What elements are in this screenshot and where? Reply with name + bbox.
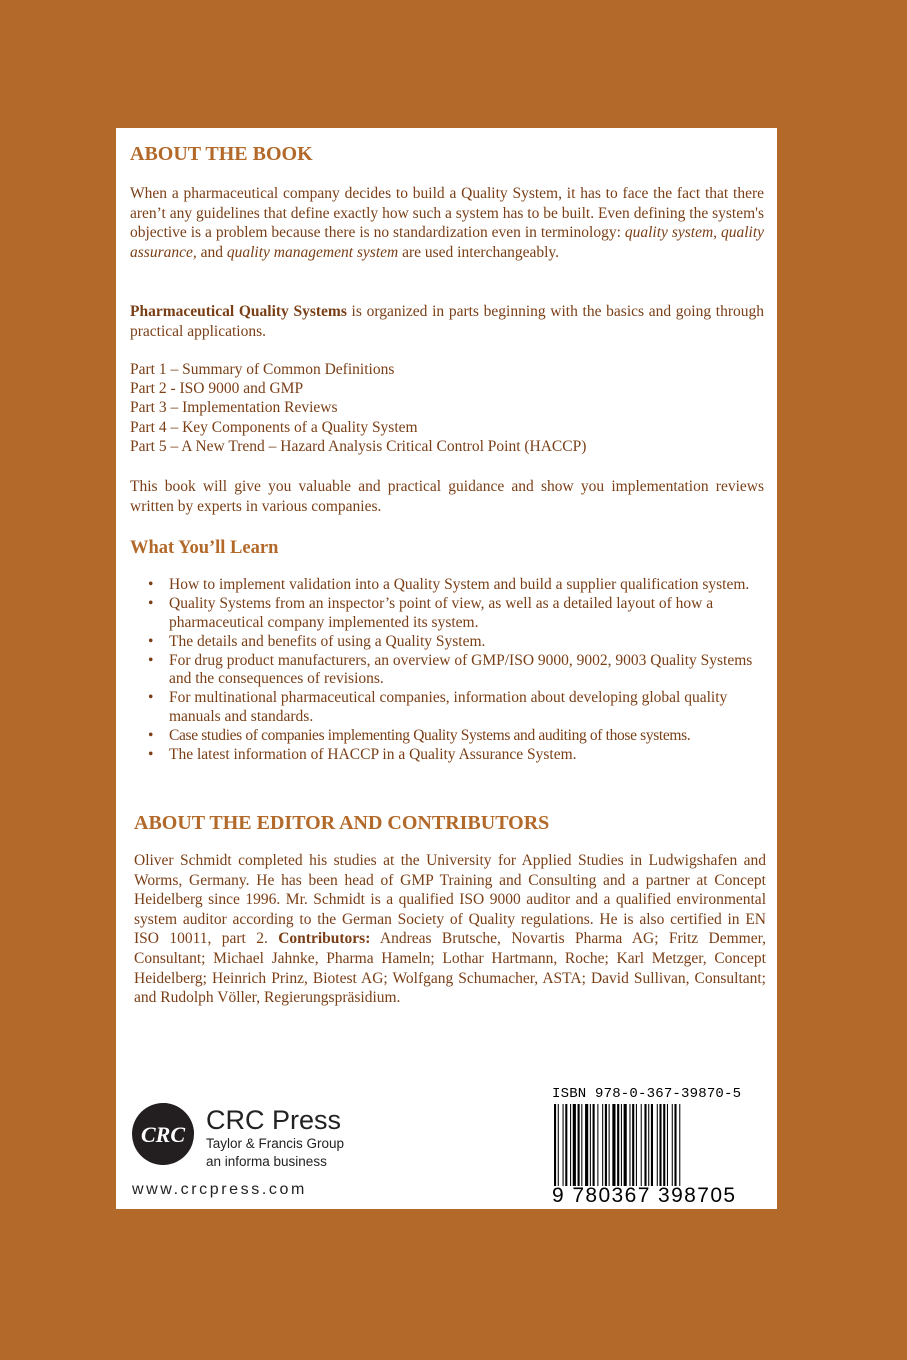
- learn-item: • For multinational pharmaceutical companies, information about developing global quality manuals and standards.: [148, 689, 766, 726]
- book-organization: [130, 302, 764, 341]
- crc-logo-icon: [130, 1101, 196, 1167]
- barcode-bar: [573, 1104, 576, 1186]
- barcode-bar: [648, 1104, 649, 1186]
- editor-heading: ABOUT THE EDITOR AND CONTRIBUTORS: [134, 812, 550, 834]
- barcode-bar: [667, 1104, 668, 1186]
- barcode-bar: [581, 1104, 582, 1186]
- part-item: Part 3 – Implementation Reviews: [130, 399, 338, 417]
- barcode-bar: [624, 1104, 627, 1186]
- part-item: Part 1 – Summary of Common Definitions: [130, 361, 395, 378]
- publisher-name: CRC Press: [206, 1105, 342, 1135]
- term-quality-system: quality system, quality assurance,: [130, 224, 765, 261]
- intro-end: are used interchangeably.: [398, 243, 560, 261]
- learn-item: • The details and benefits of using a Quality System.: [148, 633, 766, 652]
- logo-badge-text: CRC: [140, 1122, 186, 1147]
- barcode-bar: [563, 1104, 564, 1186]
- barcode-icon: [552, 1104, 766, 1186]
- contributors-text: Andreas Brutsche, Novartis Pharma AG; Fritz Demmer, Consultant; Michael Jahnke, Pharma Hameln; Lothar Hartmann, Roche; Karl Metzger, Concept Heidelberg; Heinrich Prinz, Biotest AG; Wolfgang Schumacher, ASTA; David Sullivan, Consultant; and Rudolph Völler, Regierungspräsidium.: [134, 930, 767, 1007]
- barcode-bar: [570, 1104, 571, 1186]
- learn-item: • How to implement validation into a Quality System and build a supplier qualification system.: [148, 576, 766, 595]
- barcode-bar: [612, 1104, 615, 1186]
- learn-list: [148, 576, 766, 765]
- barcode-bar: [585, 1104, 588, 1186]
- barcode-bar: [632, 1104, 634, 1186]
- barcode-bar: [674, 1104, 676, 1186]
- bio-text: Oliver Schmidt completed his studies at the University for Applied Studies in Ludwigshafen and Worms, Germany. He has been head of GMP Training and Consulting and a partner at Concept Heidelberg since 1996. Mr. Schmidt is a qualified ISO 9000 auditor and a qualified environmental system auditor according to the German Society of Quality regulations. He is also certified in EN ISO 10011, part 2.: [134, 852, 766, 948]
- barcode-bar: [558, 1104, 559, 1186]
- learn-heading: What You’ll Learn: [130, 538, 279, 558]
- parts-list: [130, 360, 586, 456]
- contributors-label: Contributors:: [278, 930, 371, 948]
- barcode-bar: [651, 1104, 653, 1186]
- barcode-bar: [621, 1104, 622, 1186]
- barcode-bar: [597, 1104, 598, 1186]
- publisher-tagline: an informa business: [206, 1154, 327, 1169]
- publisher-logo: [130, 1103, 390, 1169]
- barcode-bar: [565, 1104, 567, 1186]
- barcode-bar: [617, 1104, 619, 1186]
- about-book-intro: [130, 184, 764, 262]
- part-item: Part 5 – A New Trend – Hazard Analysis Critical Control Point (HACCP): [130, 437, 587, 455]
- barcode-bar: [659, 1104, 661, 1186]
- barcode-bar: [605, 1104, 607, 1186]
- learn-item: • The latest information of HACCP in a Quality Assurance System.: [148, 746, 766, 765]
- term-quality-management-system: quality management system: [226, 243, 399, 261]
- barcode-bar: [609, 1104, 610, 1186]
- barcode-bar: [590, 1104, 591, 1186]
- editor-bio: [134, 851, 766, 1008]
- barcode-bar: [672, 1104, 673, 1186]
- barcode-bar: [644, 1104, 646, 1186]
- part-item: Part 4 – Key Components of a Quality System: [130, 418, 418, 436]
- publisher-group: Taylor & Francis Group: [206, 1136, 345, 1151]
- barcode-bar: [679, 1104, 680, 1186]
- barcode-bar: [554, 1104, 556, 1186]
- barcode-bar: [578, 1104, 580, 1186]
- barcode-bar: [629, 1104, 630, 1186]
- about-book-heading: ABOUT THE BOOK: [130, 143, 313, 165]
- book-title: Pharmaceutical Quality Systems: [130, 303, 347, 320]
- isbn-barcode-block: [552, 1086, 766, 1208]
- guidance-text: This book will give you valuable and practical guidance and show you implementation reviews written by experts in various companies.: [130, 478, 764, 515]
- barcode-bar: [641, 1104, 642, 1186]
- part-item: Part 2 - ISO 9000 and GMP: [130, 380, 304, 398]
- learn-item: • For drug product manufacturers, an overview of GMP/ISO 9000, 9002, 9003 Quality Systems and the consequences of revisions.: [148, 652, 766, 689]
- barcode-bar: [663, 1104, 665, 1186]
- publisher-website[interactable]: www.crcpress.com: [132, 1181, 307, 1198]
- barcode-bar: [636, 1104, 637, 1186]
- barcode-bar: [657, 1104, 658, 1186]
- isbn-label: ISBN 978-0-367-39870-5: [552, 1086, 742, 1102]
- barcode-bar: [602, 1104, 603, 1186]
- intro-and: and: [196, 243, 227, 261]
- learn-item: • Quality Systems from an inspector’s point of view, as well as a detailed layout of how a pharmaceutical company implemented its system.: [148, 595, 766, 632]
- intro-text: When a pharmaceutical company decides to build a Quality System, it has to face the fact that there aren’t any guidelines that define exactly how such a system has to be built. Even defining the system's objective is a problem because there is no standardization even in terminology:: [130, 185, 764, 241]
- learn-item: • Case studies of companies implementing Quality Systems and auditing of those systems.: [148, 727, 766, 746]
- isbn-number: 9 780367 398705: [552, 1184, 737, 1207]
- back-cover-panel: [116, 128, 777, 1209]
- barcode-bar: [593, 1104, 595, 1186]
- logo-text: [206, 1105, 344, 1171]
- organization-text: is organized in parts beginning with the basics and going through practical applications.: [130, 303, 764, 340]
